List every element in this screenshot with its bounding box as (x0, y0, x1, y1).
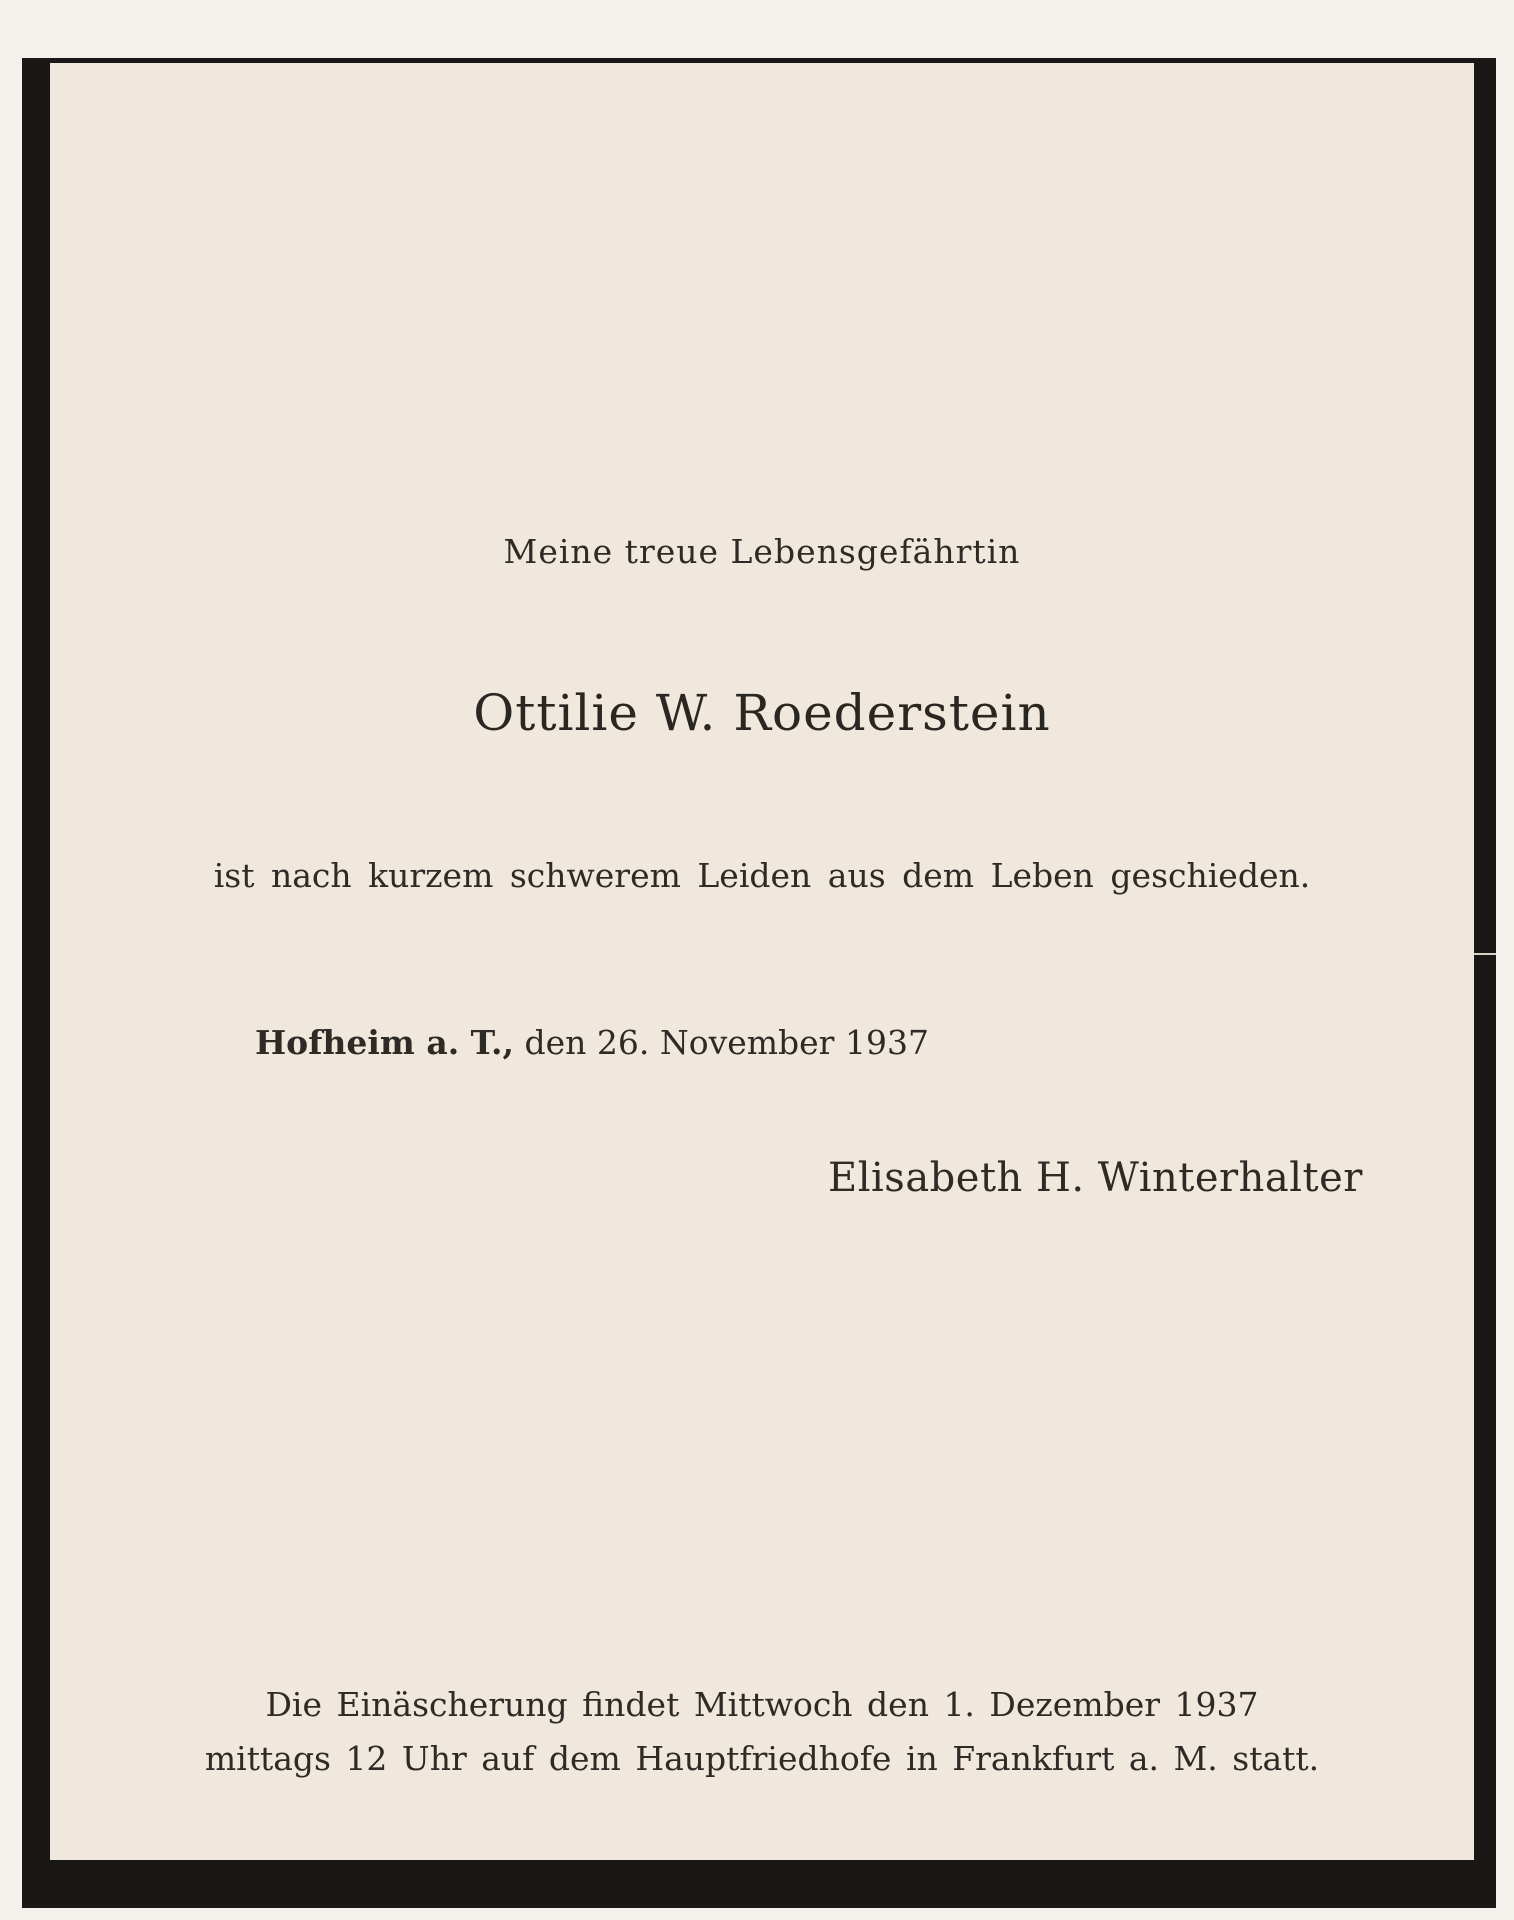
signature-text: Elisabeth H. Winterhalter (828, 1155, 1363, 1201)
passing-text: ist nach kurzem schwerem Leiden aus dem Leben geschieden. (213, 856, 1311, 895)
mourning-card-border (22, 58, 1496, 1908)
cremation-notice-line-1: Die Einäscherung findet Mittwoch den 1. Dezember 1937 (265, 1685, 1259, 1724)
place-date-line (255, 1023, 929, 1062)
cremation-notice-line-2: mittags 12 Uhr auf dem Hauptfriedhofe in Frankfurt a. M. statt. (204, 1739, 1320, 1778)
date-text: den 26. November 1937 (513, 1023, 929, 1062)
intro-text: Meine treue Lebensgefährtin (503, 532, 1021, 571)
deceased-name: Ottilie W. Roederstein (473, 684, 1051, 742)
place-text: Hofheim a. T., (255, 1023, 514, 1062)
fold-mark (1474, 953, 1496, 955)
mourning-card (50, 63, 1474, 1860)
